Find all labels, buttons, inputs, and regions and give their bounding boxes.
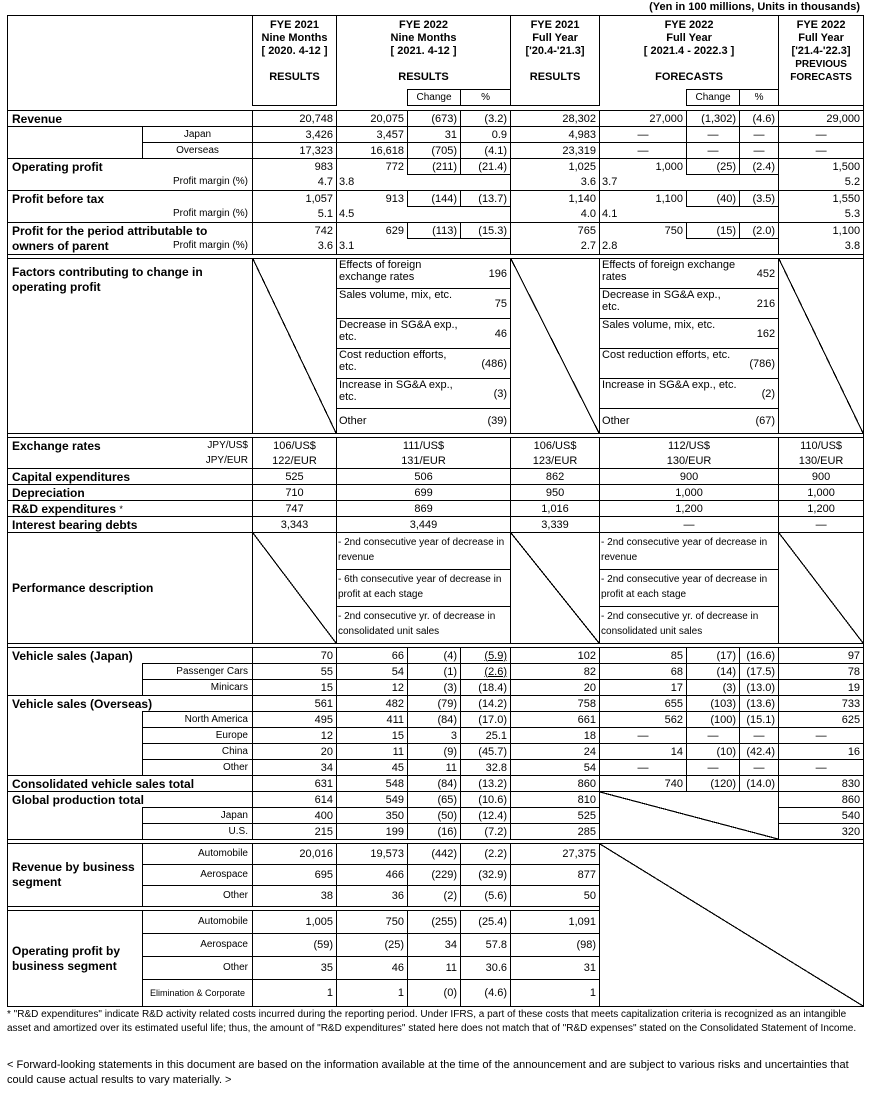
table-row: Aerospace (59) (25) 34 57.8 (98) [8, 934, 864, 957]
perf-label: Performance description [8, 533, 253, 644]
table-row: North America 495 411 (84) (17.0) 661 562 (100) (15.1) 625 [8, 712, 864, 728]
table-row: Vehicle sales (Overseas) 561 482 (79) (14.2) 758 655 (103) (13.6) 733 [8, 696, 864, 712]
header-c2: FYE 2022 Nine Months [ 2021. 4-12 ] RESULTS [337, 16, 511, 90]
table-row: China 20 11 (9) (45.7) 24 14 (10) (42.4) 16 [8, 744, 864, 760]
factor-row: Decrease in SG&A exp., etc. 46 Sales volume, mix, etc. 162 [8, 319, 864, 349]
table-row: Operating profit 983 772 (211) (21.4) 1,025 1,000 (25) (2.4) 1,500 [8, 159, 864, 175]
header-row [8, 16, 864, 90]
factor-row: Sales volume, mix, etc. 75 Decrease in SG&A exp., etc. 216 [8, 289, 864, 319]
table-row: Profit before tax 1,057 913 (144) (13.7) 1,140 1,100 (40) (3.5) 1,550 [8, 191, 864, 207]
table-row: Interest bearing debts 3,343 3,449 3,339 — — [8, 517, 864, 533]
segment-revenue-label: Revenue by business segment [8, 844, 143, 907]
table-row: Elimination & Corporate 1 1 (0) (4.6) 1 [8, 980, 864, 1007]
financial-summary-table [7, 15, 864, 1007]
table-row: R&D expenditures * 747 869 1,016 1,200 1,200 [8, 501, 864, 517]
table-row: U.S. 215 199 (16) (7.2) 285 320 [8, 824, 864, 840]
table-row: Operating profit by business segment Automobile 1,005 750 (255) (25.4) 1,091 [8, 911, 864, 934]
table-row: Profit margin (%) 5.1 4.5 4.0 4.1 5.3 [8, 207, 864, 223]
perf-row: - 6th consecutive year of decrease in profit at each stage - 2nd consecutive year of decrease in profit at each stage [8, 570, 864, 607]
table-row: Exchange rates JPY/US$ 106/US$ 111/US$ 106/US$ 112/US$ 110/US$ [8, 438, 864, 454]
unit-note: (Yen in 100 millions, Units in thousands) [649, 1, 860, 13]
table-row: Aerospace 695 466 (229) (32.9) 877 [8, 865, 864, 886]
header-c1: FYE 2021 Nine Months [ 2020. 4-12 ] RESULTS [253, 16, 337, 106]
table-row: Revenue 20,748 20,075 (673) (3.2) 28,302 27,000 (1,302) (4.6) 29,000 [8, 111, 864, 127]
perf-row: - 2nd consecutive yr. of decrease in consolidated unit sales - 2nd consecutive yr. of decrease in consolidated unit sales [8, 607, 864, 644]
table-row: Profit margin (%) 4.7 3.8 3.6 3.7 5.2 [8, 175, 864, 191]
factor-row: Factors contributing to change in operating profit Effects of foreign exchange rates 196 Effects of foreign exchange rates 452 [8, 259, 864, 289]
table-row: Other 38 36 (2) (5.6) 50 [8, 886, 864, 907]
header-c3: FYE 2021 Full Year ['20.4-'21.3] RESULTS [511, 16, 600, 106]
table-row: Capital expenditures 525 506 862 900 900 [8, 469, 864, 485]
table-row: Revenue by business segment Automobile 20,016 19,573 (442) (2.2) 27,375 [8, 844, 864, 865]
pct-header: % [461, 90, 511, 106]
table-row: Other 34 45 11 32.8 54 — — — — [8, 760, 864, 776]
factor-row: Increase in SG&A exp., etc. (3) Increase in SG&A exp., etc. (2) [8, 379, 864, 409]
table-row: Japan 3,426 3,457 31 0.9 4,983 — — — — [8, 127, 864, 143]
table-row: owners of parent Profit margin (%) 3.6 3.1 2.7 2.8 3.8 [8, 239, 864, 255]
table-row: Vehicle sales (Japan) 70 66 (4) (5.9) 102 85 (17) (16.6) 97 [8, 648, 864, 664]
rnd-footnote: * "R&D expenditures" indicate R&D activity related costs incurred during the reporting period. Under IFRS, a part of these costs that meets capitalization criteria is recognized as an intangible asset and amortized over its estimated useful life; thus, the amount of "R&D expenditures" stated here does not match that of "R&D expenses" stated on the Consolidated Statement of Income. [7, 1009, 857, 1034]
table-row: Europe 12 15 3 25.1 18 — — — — [8, 728, 864, 744]
factors-label: Factors contributing to change in operating profit [8, 259, 253, 434]
table-row: Consolidated vehicle sales total 631 548 (84) (13.2) 860 740 (120) (14.0) 830 [8, 776, 864, 792]
table-row: Passenger Cars 55 54 (1) (2.6) 82 68 (14) (17.5) 78 [8, 664, 864, 680]
pct-header: % [740, 90, 779, 106]
segment-op-label: Operating profit by business segment [8, 911, 143, 1007]
header-c4: FYE 2022 Full Year [ 2021.4 - 2022.3 ] FORECASTS [600, 16, 779, 90]
perf-row: Performance description - 2nd consecutive year of decrease in revenue - 2nd consecutive year of decrease in revenue [8, 533, 864, 570]
table-row: Global production total 614 549 (65) (10.6) 810 860 [8, 792, 864, 808]
table-row: Other 35 46 11 30.6 31 [8, 957, 864, 980]
factor-row: Cost reduction efforts, etc. (486) Cost reduction efforts, etc. (786) [8, 349, 864, 379]
change-header: Change [687, 90, 740, 106]
change-header: Change [408, 90, 461, 106]
header-c5: FYE 2022 Full Year ['21.4-'22.3] PREVIOUS FORECASTS [779, 16, 864, 106]
table-row: JPY/EUR 122/EUR 131/EUR 123/EUR 130/EUR 130/EUR [8, 453, 864, 469]
table-row: Minicars 15 12 (3) (18.4) 20 17 (3) (13.0) 19 [8, 680, 864, 696]
factor-row: Other (39) Other (67) [8, 409, 864, 434]
table-row: Profit for the period attributable to 742 629 (113) (15.3) 765 750 (15) (2.0) 1,100 [8, 223, 864, 239]
forward-looking-note: < Forward-looking statements in this document are based on the information available at the time of the announcement and are subject to various risks and uncertainties that could cause actual results to vary materially. > [7, 1059, 849, 1086]
table-row: Japan 400 350 (50) (12.4) 525 540 [8, 808, 864, 824]
table-row: Depreciation 710 699 950 1,000 1,000 [8, 485, 864, 501]
table-row: Overseas 17,323 16,618 (705) (4.1) 23,319 — — — — [8, 143, 864, 159]
